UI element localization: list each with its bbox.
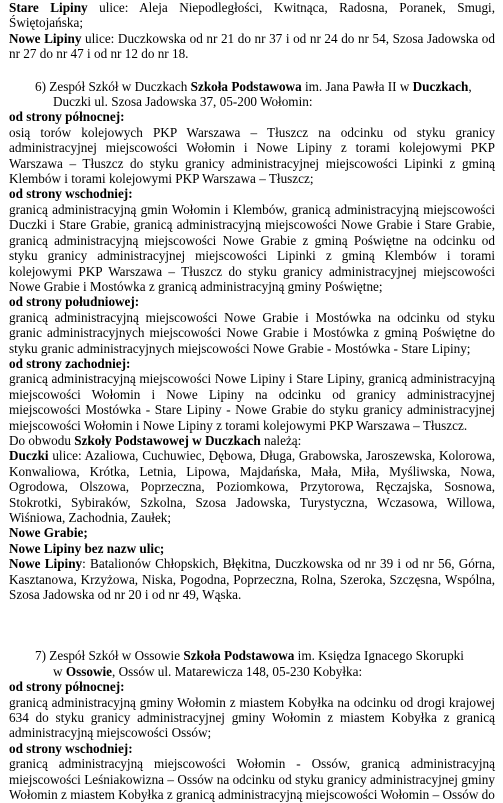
section6-south-label: od strony południowej: xyxy=(9,294,140,310)
section6-heading: 6) Zespół Szkół w Duczkach Szkoła Podstawowa im. Jana Pawła II w Duczkach, xyxy=(35,78,472,94)
section6-west-text: granicą administracyjną miejscowości Nowe Lipiny i Stare Lipiny, granicą administracyjną miejscowości Wołomin i Nowe Lipiny na odcinku od granicy administracyjnej miejscowości Mostówka - Stare Lipiny - Nowe Grabie do styku granicy administracyjnej miejscowości Wołomin i Nowe Lipiny z torami kolejowymi PKP Warszawa – Tłuszcz. xyxy=(9,371,495,433)
section6-nowe-lipiny-bez: Nowe Lipiny bez nazw ulic; xyxy=(9,540,165,556)
stare-lipiny-label: Stare Lipiny xyxy=(9,0,88,15)
section6-nowe-grabie: Nowe Grabie; xyxy=(9,525,88,541)
section7-north-text: granicą administracyjną gminy Wołomin z miastem Kobyłka na odcinku od drogi krajowej 634 do styku granicy administracyjnej gminy Wołomin z miastem Kobyłka z granicą administracyjną miejscowości Ossów; xyxy=(9,694,495,741)
section6-east-label: od strony wschodniej: xyxy=(9,186,133,202)
section6-nowe-lipiny-streets: Nowe Lipiny: Batalionów Chłopskich, Błękitna, Duczkowska od nr 39 i od nr 56, Górna, Kasztanowa, Krzyżowa, Niska, Pogodna, Poprzeczna, Rolna, Szeroka, Szczęsna, Wspólna, Szosa Jadowska od nr 20 i od nr 49, Wąska. xyxy=(9,556,495,603)
section6-circuit-intro: Do obwodu Szkoły Podstawowej w Duczkach należą: xyxy=(9,432,302,448)
document-page xyxy=(9,0,495,803)
nowe-lipiny-streets xyxy=(9,31,495,62)
section7-address: w Ossowie, Ossów ul. Matarewicza 148, 05-230 Kobyłka: xyxy=(53,663,363,679)
section6-west-label: od strony zachodniej: xyxy=(9,355,131,371)
section7-north-label: od strony północnej: xyxy=(9,679,125,695)
section7-heading: 7) Zespół Szkół w Ossowie Szkoła Podstawowa im. Księdza Ignacego Skorupki xyxy=(35,648,464,664)
section6-north-label: od strony północnej: xyxy=(9,109,125,125)
section6-address: Duczki ul. Szosa Jadowska 37, 05-200 Wołomin: xyxy=(53,94,313,110)
section6-south-text: granicą administracyjną miejscowości Nowe Grabie i Mostówka na odcinku od styku granic administracyjnych miejscowości Nowe Grabie i Mostówka z gminą Poświętne do styku granic administracyjnych miejscowości Nowe Grabie - Mostówka - Stare Lipiny; xyxy=(9,309,495,356)
nowe-lipiny-label: Nowe Lipiny xyxy=(9,30,82,46)
stare-lipiny-text: ulice: Aleja Niepodległości, Kwitnąca, Radosna, Poranek, Smugi, Świętojańska; xyxy=(9,0,495,31)
section7-east-text: granicą administracyjną miejscowości Wołomin - Ossów, granicą administracyjną miejscowości Leśniakowizna – Ossów na odcinku od styku granicy administracyjnej gminy Wołomin z miastem Kobyłka z granicą administracyjną miejscowości Wołomin – Ossów do xyxy=(9,756,495,803)
nowe-lipiny-text: ulice: Duczkowska od nr 21 do nr 37 i od nr 24 do nr 54, Szosa Jadowska od nr 27 do nr 47 i od nr 12 do nr 18. xyxy=(9,30,495,62)
stare-lipiny-streets xyxy=(9,0,495,31)
section6-duczki-streets: Duczki ulice: Azaliowa, Cuchuwiec, Dębowa, Długa, Grabowska, Jaroszewska, Kolorowa, Konwaliowa, Krótka, Letnia, Lipowa, Majdańska, Mała, Miła, Myśliwska, Nowa, Ogrodowa, Olszowa, Poprzeczna, Poziomkowa, Przytorowa, Ręczajska, Sosnowa, Stokrotki, Sybiraków, Szkolna, Szosa Jadowska, Turystyczna, Wczasowa, Willowa, Wiśniowa, Zachodnia, Zaułek; xyxy=(9,448,495,525)
section6-north-text: osią torów kolejowych PKP Warszawa – Tłuszcz na odcinku od styku granicy administracyjnej miejscowości Wołomin i Nowe Lipiny z torami kolejowymi PKP Warszawa – Tłuszcz do styku granicy administracyjnej miejscowości Lipinki z gminą Klembów i torami kolejowymi PKP Warszawa – Tłuszcz; xyxy=(9,124,495,187)
section7-east-label: od strony wschodniej: xyxy=(9,740,133,756)
section6-east-text: granicą administracyjną gmin Wołomin i Klembów, granicą administracyjną miejscowości Duczki i Stare Grabie, granicą administracyjną miejscowości Nowe Grabie i Stare Grabie, granicą administracyjną miejscowości Nowe Grabie z gminą Poświętne na odcinku od styku granicy administracyjnej miejscowości Lipinki z gminą Klembów i torami kolejowymi PKP Warszawa – Tłuszcz do styku granicy administracyjnej miejscowości Nowe Grabie i Mostówka z granicą administracyjną gminy Poświętne; xyxy=(9,201,495,294)
